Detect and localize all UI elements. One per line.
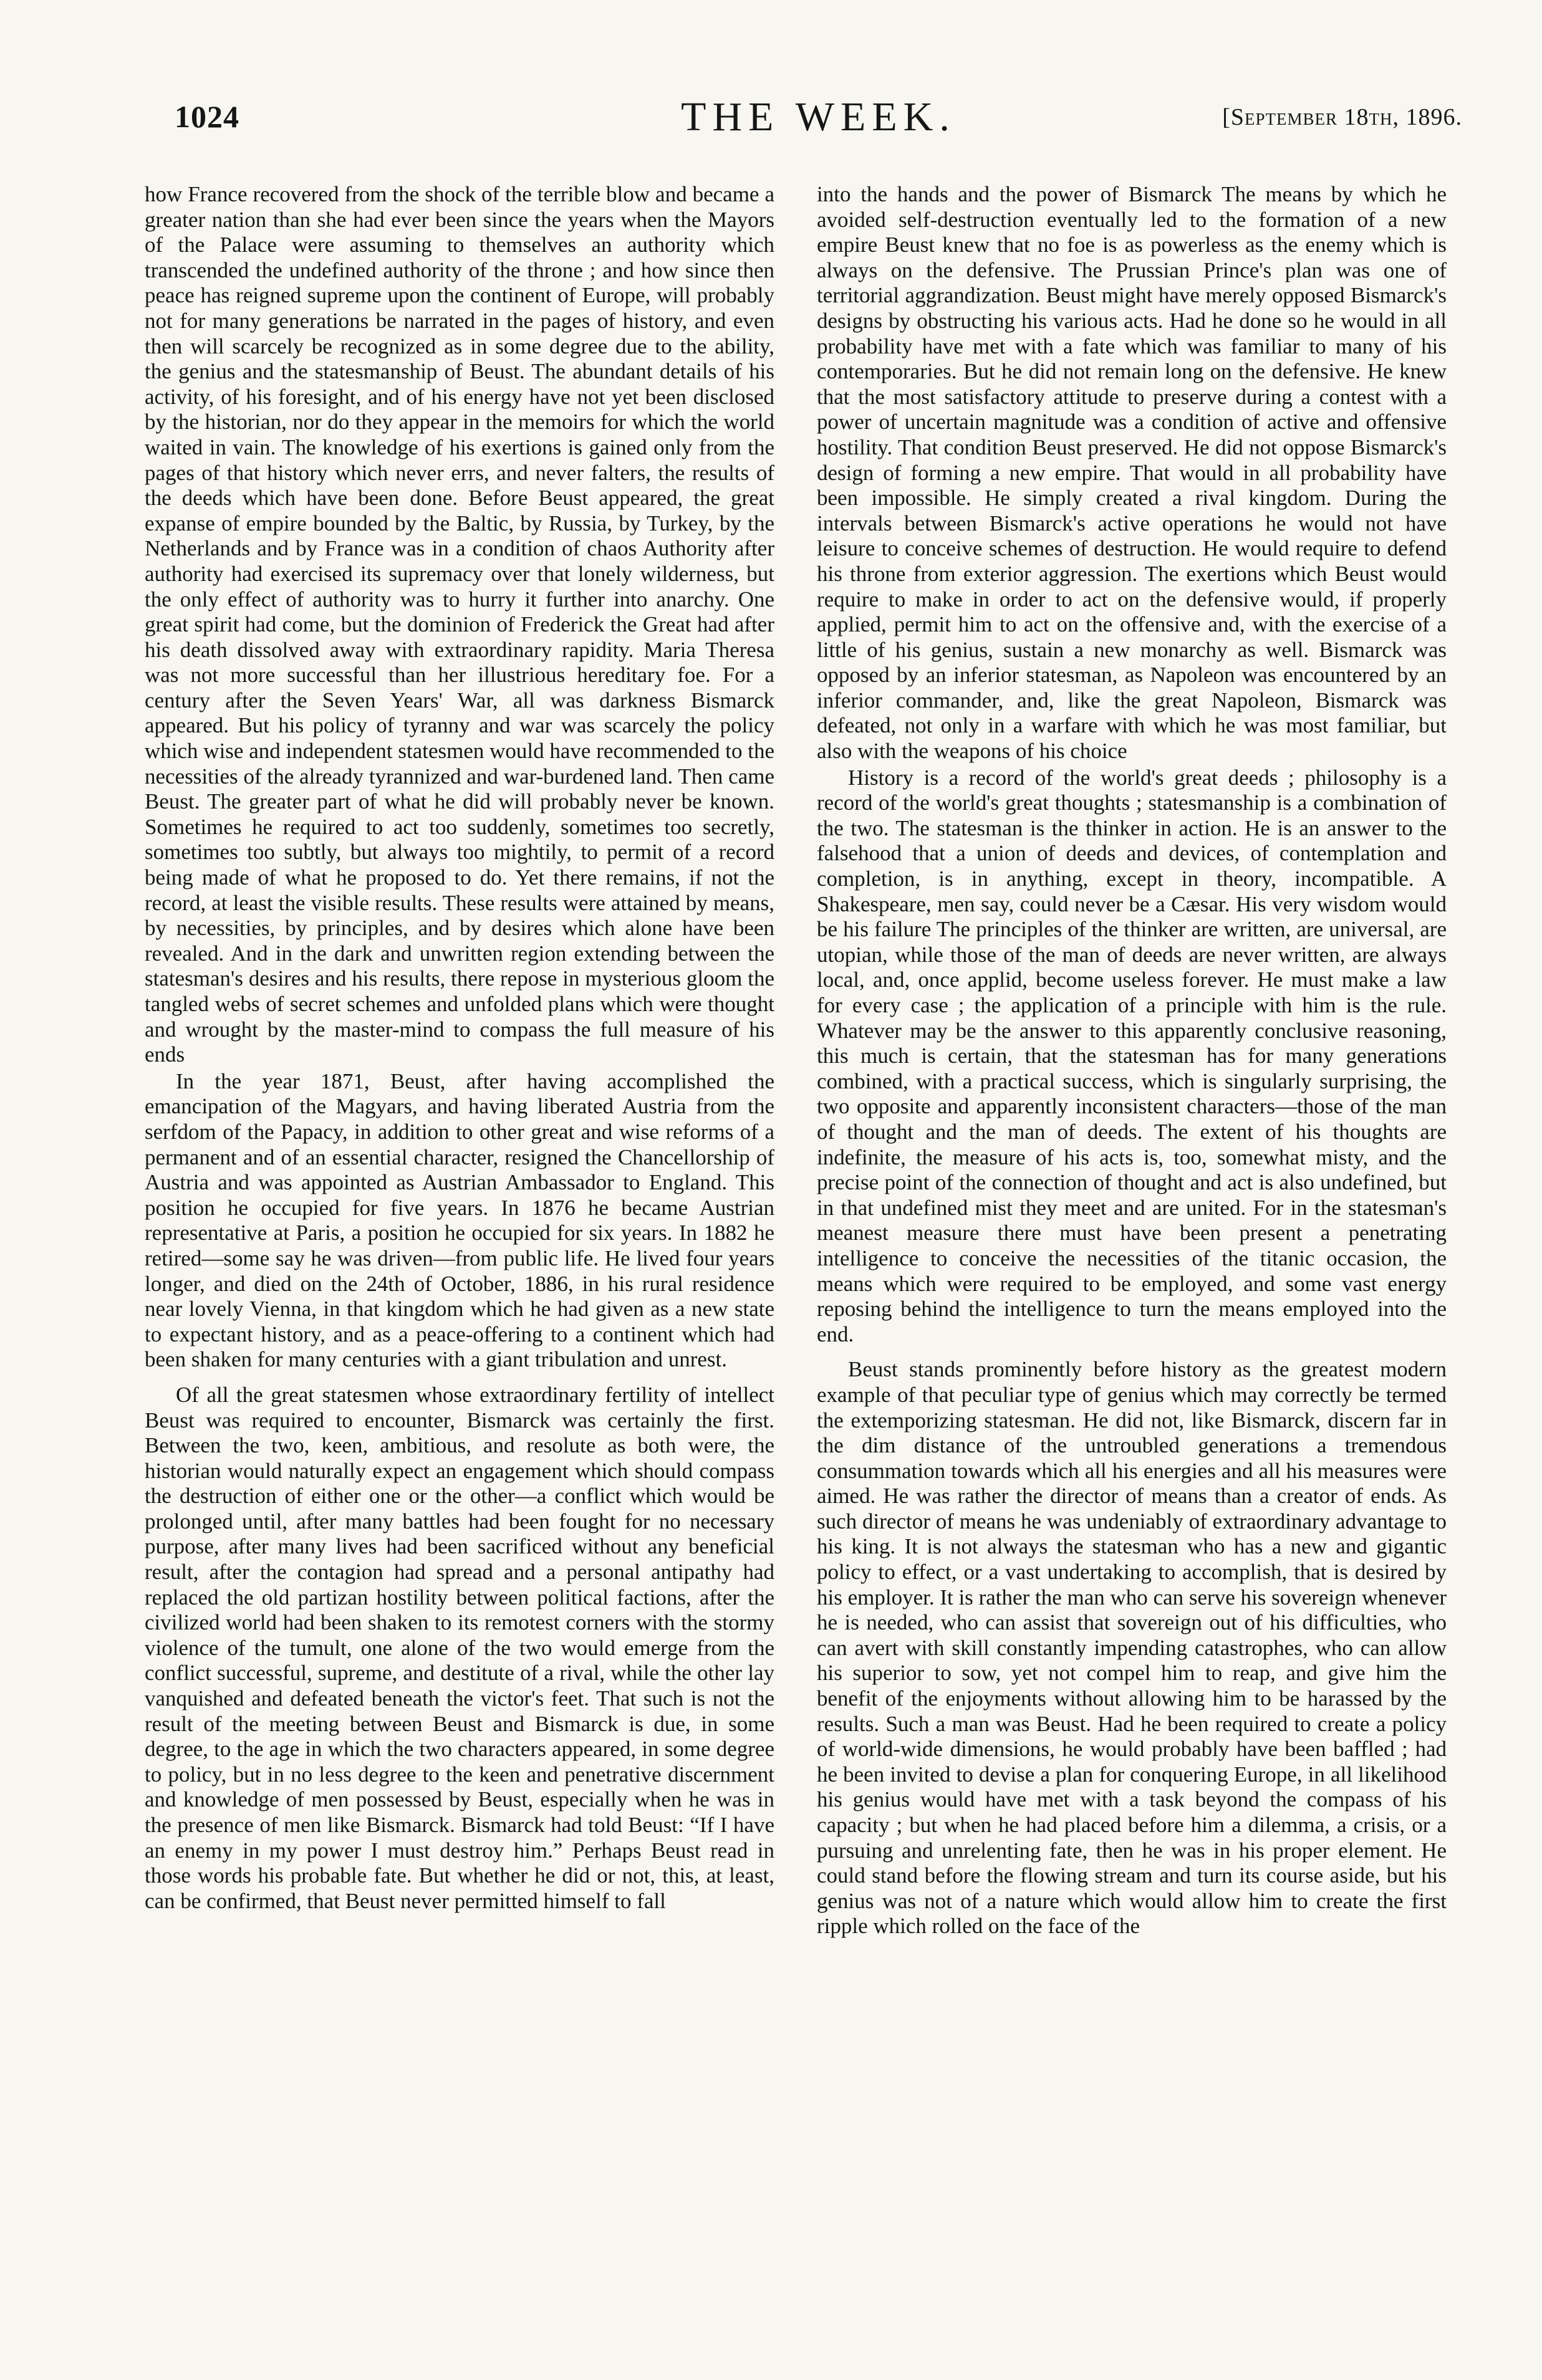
article-paragraph: Of all the great statesmen whose extraordinary fertility of intellect Beust was required to encounter, Bismarck was certainly the first. Between the two, keen, ambitious, and resolute as both were, the historian would naturally expect an engagement which should compass the destruction of either one or the other—a conflict which would be prolonged until, after many battles had been fought for no necessary purpose, after many lives had been sacrificed without any beneficial result, after the contagion had spread and a personal antipathy had replaced the old partizan hostility between political factions, after the civilized world had been shaken to its remotest corners with the stormy violence of the tumult, one alone of the two would emerge from the conflict successful, supreme, and destitute of a rival, while the other lay vanquished and defeated beneath the victor's feet. That such is not the result of the meeting between Beust and Bismarck is due, in some degree, to the age in which the two characters appeared, in some degree to policy, but in no less degree to the keen and penetrative discernment and knowledge of men possessed by Beust, especially when he was in the presence of men like Bismarck. Bismarck had told Beust: “If I have an enemy in my power I must destroy him.” Perhaps Beust read in those words his probable fate. But whether he did or not, this, at least, can be confirmed, that Beust never permitted himself to fall bbox=[145, 1382, 774, 1913]
masthead-title: THE WEEK. bbox=[681, 94, 956, 140]
article-paragraph: History is a record of the world's great deeds ; philosophy is a record of the world's great thoughts ; statesmanship is a combination of the two. The statesman is the thinker in action. He is an answer to the falsehood that a union of deeds and devices, of contemplation and completion, is in anything, except in theory, incompatible. A Shakespeare, men say, could never be a Cæsar. His very wisdom would be his failure The principles of the thinker are written, are universal, are utopian, while those of the man of deeds are never written, are always local, and, once applid, become useless forever. He must make a law for every case ; the application of a principle with him is the rule. Whatever may be the answer to this apparently conclusive reasoning, this much is certain, that the statesman has for many generations combined, with a practical success, which is singularly surprising, the two opposite and apparently inconsistent characters—those of the man of thought and the man of deeds. The extent of his thoughts are indefinite, the measure of his acts is, too, somewhat misty, and the precise point of the connection of thought and act is also undefined, but in that undefined mist they meet and are united. For in the statesman's meanest measure there must have been present a penetrating intelligence to conceive the necessities of the titanic occasion, the means which were required to be employed, and some vast energy reposing behind the intelligence to turn the means employed into the end. bbox=[817, 765, 1447, 1346]
issue-date: [September 18th, 1896. bbox=[1222, 104, 1462, 130]
article-paragraph: In the year 1871, Beust, after having accomplished the emancipation of the Magyars, and having liberated Austria from the serfdom of the Papacy, in addition to other great and wise reforms of a permanent and of an essential character, resigned the Chancellorship of Austria and was appointed as Austrian Ambassador to England. This position he occupied for five years. In 1876 he became Austrian representative at Paris, a position he occupied for six years. In 1882 he retired—some say he was driven—from public life. He lived four years longer, and died on the 24th of October, 1886, in his rural residence near lovely Vienna, in that kingdom which he had given as a new state to expectant history, and as a peace-offering to a continent which had been shaken for many centuries with a giant tribulation and unrest. bbox=[145, 1068, 774, 1372]
article-paragraph: into the hands and the power of Bismarck The means by which he avoided self-destruction eventually led to the formation of a new empire Beust knew that no foe is as powerless as the enemy which is always on the defensive. The Prussian Prince's plan was one of territorial aggrandization. Beust might have merely opposed Bismarck's designs by obstructing his various acts. Had he done so he would in all probability have met with a fate which was familiar to many of his contemporaries. But he did not remain long on the defensive. He knew that the most satisfactory attitude to preserve during a contest with a power of uncertain magnitude was a condition of active and offensive hostility. That condition Beust preserved. He did not oppose Bismarck's design of forming a new empire. That would in all probability have been impossible. He simply created a rival kingdom. During the intervals between Bismarck's active operations he would not have leisure to conceive schemes of destruction. He would require to defend his throne from exterior aggression. The exertions which Beust would require to make in order to act on the defensive would, if properly applied, permit him to act on the offensive and, with the exercise of a little of his genius, sustain a new monarchy as well. Bismarck was opposed by an inferior statesman, as Napoleon was encountered by an inferior commander, and, like the great Napoleon, Bismarck was defeated, not only in a warfare with which he was most familiar, but also with the weapons of his choice bbox=[817, 182, 1447, 764]
page-header bbox=[175, 94, 1462, 143]
article-paragraph: how France recovered from the shock of the terrible blow and became a greater nation than she had ever been since the years when the Mayors of the Palace were assuming to themselves an authority which transcended the undefined authority of the throne ; and how since then peace has reigned supreme upon the continent of Europe, will probably not for many generations be narrated in the pages of history, and even then will scarcely be recognized as in some degree due to the ability, the genius and the statesmanship of Beust. The abundant details of his activity, of his foresight, and of his energy have not yet been disclosed by the historian, nor do they appear in the memoirs for which the world waited in vain. The knowledge of his exertions is gained only from the pages of that history which never errs, and never falters, the results of the deeds which have been done. Before Beust appeared, the great expanse of empire bounded by the Baltic, by Russia, by Turkey, by the Netherlands and by France was in a condition of chaos Authority after authority had exercised its supremacy over that lonely wilderness, but the only effect of authority was to hurry it further into anarchy. One great spirit had come, but the dominion of Frederick the Great had after his death dissolved away with extraordinary rapidity. Maria Theresa was not more successful than her illustrious hereditary foe. For a century after the Seven Years' War, all was darkness Bismarck appeared. But his policy of tyranny and war was scarcely the policy which wise and independent statesmen would have recommended to the necessities of the already tyrannized and war-burdened land. Then came Beust. The greater part of what he did will probably never be known. Sometimes he required to act too suddenly, sometimes too secretly, sometimes too subtly, but always too mightily, to permit of a record being made of what he proposed to do. Yet there remains, if not the record, at least the visible results. These results were attained by means, by necessities, by principles, and by desires which alone have been revealed. And in the dark and unwritten region extending between the statesman's desires and his results, there repose in mysterious gloom the tangled webs of secret schemes and unfolded plans which were thought and wrought by the master-mind to compass the full measure of his ends bbox=[145, 182, 774, 1067]
article-paragraph: Beust stands prominently before history as the greatest modern example of that peculiar type of genius which may correctly be termed the extemporizing statesman. He did not, like Bismarck, discern far in the dim distance of the untroubled generations a tremendous consummation towards which all his energies and all his measures were aimed. He was rather the director of means than a creator of ends. As such director of means he was undeniably of extraordinary advantage to his king. It is not always the statesman who has a new and gigantic policy to effect, or a vast undertaking to accomplish, that is desired by his employer. It is rather the man who can serve his sovereign whenever he is needed, who can assist that sovereign out of his difficulties, who can avert with skill constantly impending catastrophes, who can allow his superior to sow, yet not compel him to reap, and give him the benefit of the enjoyments without allowing him to be harassed by the results. Such a man was Beust. Had he been required to create a policy of world-wide dimensions, he would probably have been baffled ; had he been invited to devise a plan for conquering Europe, in all likelihood his genius would have met with a task beyond the compass of his capacity ; but when he had placed before him a dilemma, a crisis, or a pursuing and unrelenting fate, then he was in his proper element. He could stand before the flowing stream and turn its course aside, but his genius was not of a nature which would allow him to create the first ripple which rolled on the face of the bbox=[817, 1357, 1447, 1939]
right-column bbox=[817, 182, 1447, 2345]
page-number: 1024 bbox=[175, 99, 239, 134]
left-column bbox=[145, 182, 774, 2345]
